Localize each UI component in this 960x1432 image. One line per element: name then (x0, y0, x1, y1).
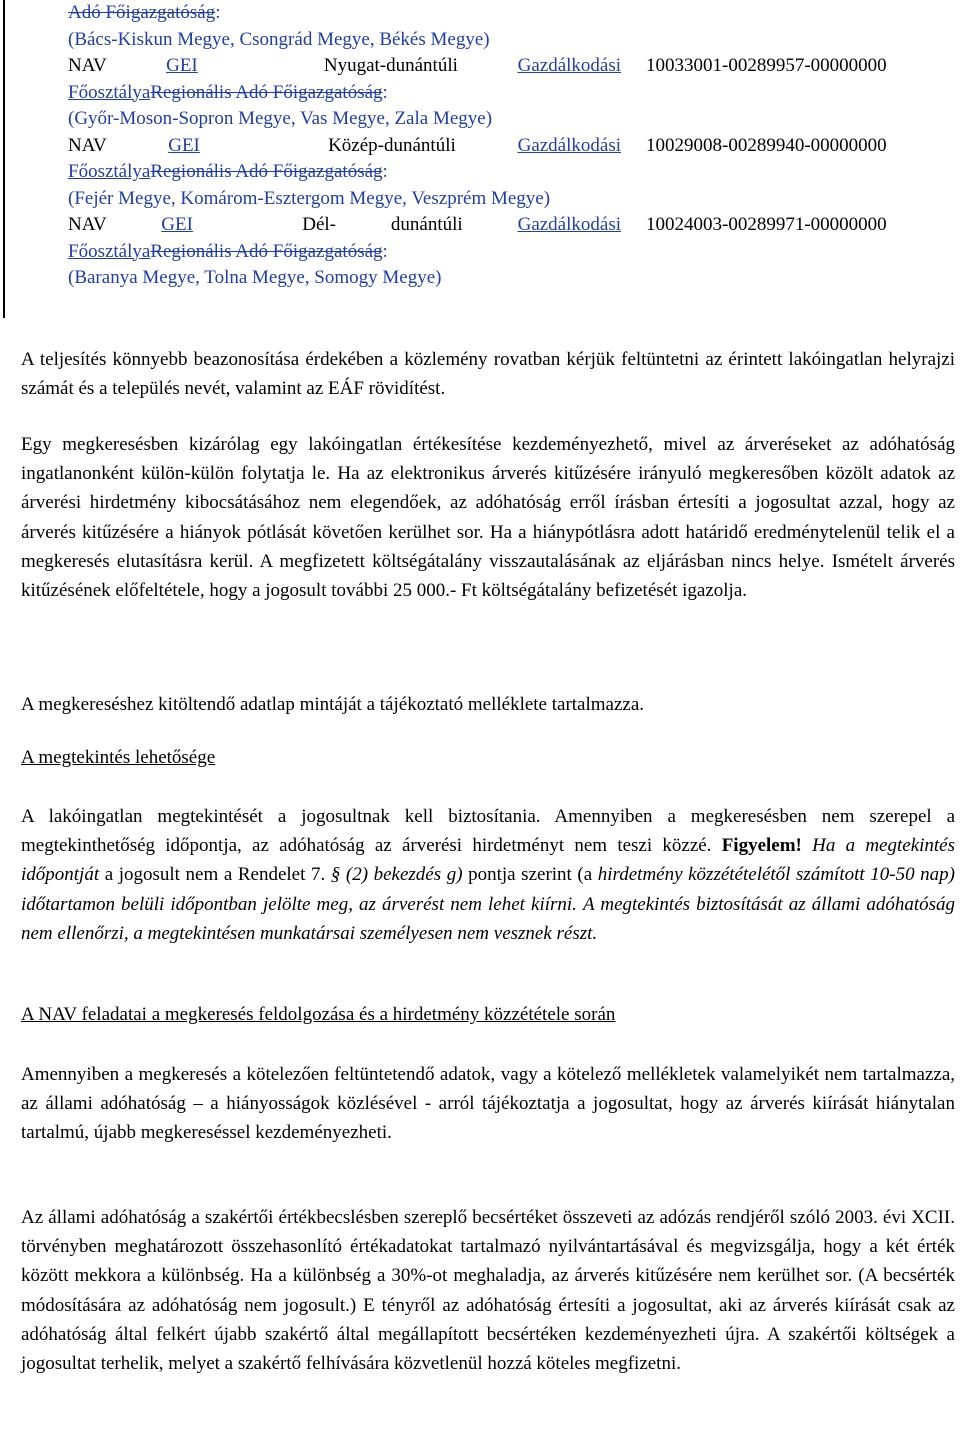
paragraph-single-property: Egy megkeresésben kizárólag egy lakóingatlan értékesítése kezdeményezhető, mivel az árveréseket az adóhatóság ingatlanonként külön-külön folytatja le. Ha az elektronikus árverés kitűzésére irányuló megkeresőben közölt adatok az árverési hirdetmény kibocsátásához nem elegendőek, az adóhatóság erről írásban értesíti a jogosultat azzal, hogy az árverés kitűzésére a hiányok pótlását követően kerülhet sor. Ha a hiánypótlásra adott határidő eredménytelenül telik el a megkeresés elutasításra kerül. A megfizetett költségátalány visszautalásának az eljárásban nincs helye. Ismételt árverés kitűzésének előfeltétele, hogy a jogosult további 25 000.- Ft költségátalány befizetését igazolja. (21, 434, 955, 602)
heading-viewing: A megtekintés lehetősége (21, 747, 216, 768)
county-list: (Baranya Megye, Tolna Megye, Somogy Megye) (68, 267, 442, 288)
account-number: 10024003-00289971-00000000 (646, 214, 887, 235)
account-number: 10029008-00289940-00000000 (646, 134, 887, 156)
change-bar (3, 0, 5, 318)
county-list: (Bács-Kiskun Megye, Csongrád Megye, Békés Megye) (68, 28, 490, 50)
table-row: NAV GEI Dél- dunántúli Gazdálkodási FőosztályaRegionális Adó Főigazgatóság: (Baranya Megye, Tolna Megye, Somogy Megye) 10024003-00289971-00000000 (68, 214, 887, 288)
county-list: (Fejér Megye, Komárom-Esztergom Megye, Veszprém Megye) (68, 187, 551, 209)
paragraph-payment-note: A teljesítés könnyebb beazonosítása érdekében a közlemény rovatban kérjük feltüntetni az érintett lakóingatlan helyrajzi számát és a település nevét, valamint az EÁF rövidítést. (21, 349, 955, 400)
paragraph-missing-data: Amennyiben a megkeresés a kötelezően feltüntetendő adatok, vagy a kötelező mellékletek valamelyikét nem tartalmazza, az állami adóhatóság – a hiányosságok közlésével - arról tájékoztatja a jogosultat, hogy az árverés kiírását hiánytalan tartalmú, újabb megkereséssel kezdeményezheti. (21, 1064, 955, 1144)
deleted-text: Adó Főigazgatóság (68, 2, 216, 23)
office-name: NAV GEI Nyugat-dunántúli Gazdálkodási (68, 55, 622, 76)
deleted-text: Regionális Adó Főigazgatóság (150, 240, 383, 262)
office-name: NAV GEI Közép-dunántúli Gazdálkodási (68, 134, 621, 156)
heading-nav-tasks: A NAV feladatai a megkeresés feldolgozása és a hirdetmény közzététele során (21, 1004, 616, 1025)
office-name: NAV GEI Dél- dunántúli Gazdálkodási (68, 214, 621, 235)
paragraph-viewing: A lakóingatlan megtekintését a jogosultnak kell biztosítania. Amennyiben a megkeresésben nem szerepel a megtekinthetőség időpontja, az adóhatóság az árverési hirdetményt nem teszi közzé. Figyelem! Ha a megtekintés időpontját a jogosult nem a Rendelet 7. § (2) bekezdés g) pontja szerint (a hirdetmény közzétételétől számított 10-50 nap) időtartamon belüli időpontban jelölte meg, az árverést nem lehet kiírni. A megtekintés biztosítását az állami adóhatóság nem ellenőrzi, a megtekintésen munkatársai személyesen nem vesznek részt. (21, 806, 956, 944)
county-list: (Győr-Moson-Sopron Megye, Vas Megye, Zala Megye) (68, 108, 493, 129)
account-number: 10033001-00289957-00000000 (646, 55, 887, 76)
deleted-text: Regionális Adó Főigazgatóság (150, 161, 383, 182)
table-row: NAV GEI Nyugat-dunántúli Gazdálkodási FőosztályaRegionális Adó Főigazgatóság: (Győr-Moson-Sopron Megye, Vas Megye, Zala Megye) 10033001-00289957-00000000 (68, 55, 887, 129)
deleted-text: Regionális Adó Főigazgatóság (150, 81, 383, 103)
paragraph-form-template: A megkereséshez kitöltendő adatlap mintáját a tájékoztató melléklete tartalmazza. (21, 694, 645, 715)
account-table (68, 0, 948, 292)
table-row: NAV GEI Közép-dunántúli Gazdálkodási FőosztályaRegionális Adó Főigazgatóság: (Fejér Megye, Komárom-Esztergom Megye, Veszprém Megye) 10029008-00289940-00000000 (68, 133, 948, 213)
table-row: Adó Főigazgatóság: (Bács-Kiskun Megye, Csongrád Megye, Békés Megye) (68, 2, 490, 50)
paragraph-valuation: Az állami adóhatóság a szakértői értékbecslésben szereplő becsértéket összeveti az adózás rendjéről szóló 2003. évi XCII. törvényben meghatározott összehasonlító értékadatokat tartalmazó nyilvántartásával és megvizsgálja, hogy a két érték között mekkora a különbség. Ha a különbség a 30%-ot meghaladja, az árverés kitűzésére nem kerülhet sor. (A becsérték módosítására az adóhatóság nem jogosult.) E tényről az adóhatóság értesíti a jogosultat, aki az árverés kiírását csak az adóhatóság által felkért újabb szakértő által megállapított becsértéken kezdeményezheti újra. A szakértői költségek a jogosultat terhelik, melyet a szakértő felhívására közvetlenül hozzá köteles megfizetni. (21, 1207, 955, 1375)
